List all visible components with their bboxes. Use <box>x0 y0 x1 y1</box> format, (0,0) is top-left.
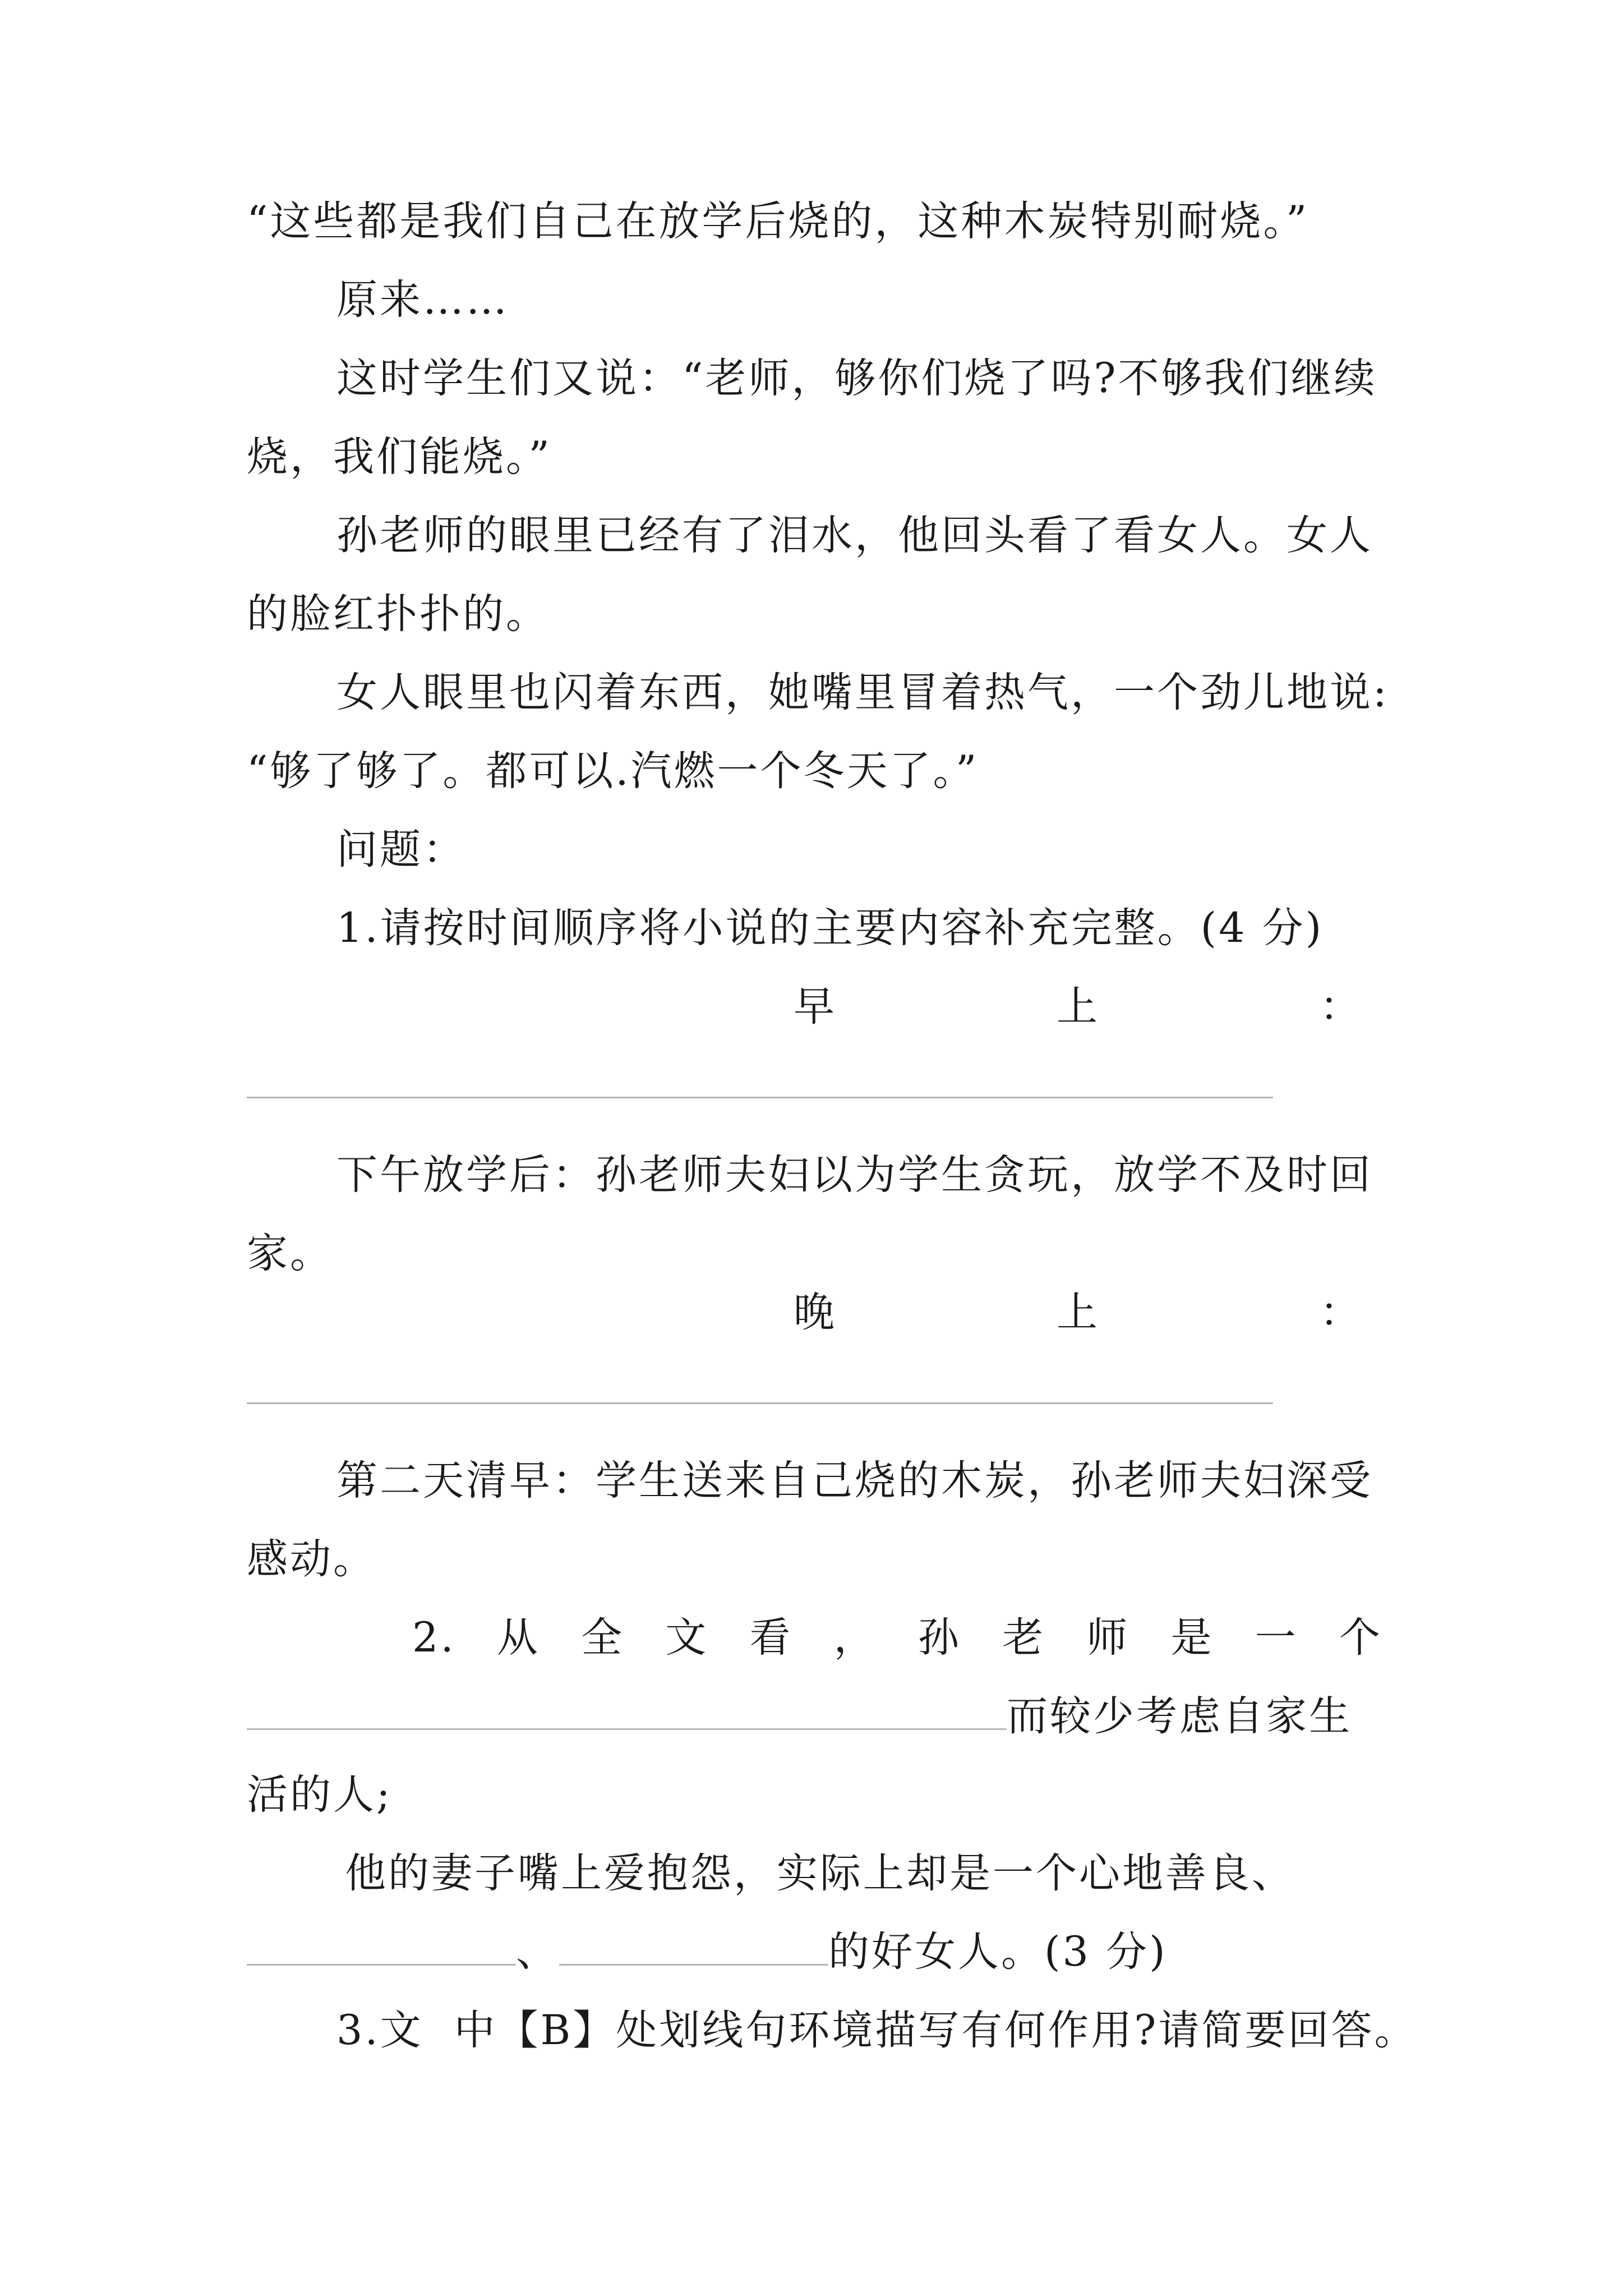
question-2-line2 <box>247 1688 1385 1745</box>
q2-tail: 而较少考虑自家生 <box>1007 1692 1352 1740</box>
text-line: 这时学生们又说：“老师，够你们烧了吗?不够我们继续 <box>336 355 1377 402</box>
text-line: 的脸红扑扑的。 <box>247 590 549 638</box>
evening-char: 晚 <box>794 1289 837 1336</box>
answer-blank-q2b[interactable] <box>247 1925 516 1966</box>
evening-char: ： <box>1320 1289 1363 1336</box>
question-2-line5 <box>247 1924 1385 1980</box>
question-2-line1 <box>412 1610 1382 1666</box>
text-line: 问题： <box>336 826 466 873</box>
q2-sep: 、 <box>516 1928 559 1976</box>
text-line: 家。 <box>247 1230 333 1277</box>
q2-word: 个 <box>1339 1614 1382 1662</box>
morning-char: ： <box>1320 983 1363 1030</box>
text-line: 第二天清早：学生送来自己烧的木炭，孙老师夫妇深受 <box>336 1457 1373 1504</box>
q2-word: 老 <box>1002 1614 1046 1662</box>
text-line: 女人眼里也闪着东西，她嘴里冒着热气，一个劲儿地说: <box>336 669 1389 716</box>
text-line: 活的人; <box>247 1771 393 1819</box>
morning-label-row <box>794 979 1363 1035</box>
q2-word: 全 <box>581 1614 625 1662</box>
text-line: “这些都是我们自己在放学后烧的，这种木炭特别耐烧。” <box>247 197 1310 245</box>
evening-char: 上 <box>1057 1289 1100 1336</box>
q2-word: 看 <box>749 1614 793 1662</box>
q2-tail: 的好女人。(3 分) <box>828 1928 1168 1976</box>
q2-word: 2. <box>412 1614 456 1662</box>
q2-word: 一 <box>1255 1614 1298 1662</box>
text-line: 孙老师的眼里已经有了泪水，他回头看了看女人。女人 <box>336 512 1373 559</box>
evening-label-row <box>794 1285 1363 1341</box>
text-line: “够了够了。都可以.汽燃一个冬天了。” <box>247 747 979 795</box>
text-line: 烧，我们能烧。” <box>247 433 552 481</box>
q2-word: 文 <box>665 1614 709 1662</box>
question-3 <box>336 2003 1418 2059</box>
morning-char: 上 <box>1057 983 1100 1030</box>
answer-blank-morning[interactable] <box>247 1097 1273 1098</box>
q2-word: ， <box>833 1614 877 1662</box>
q3-text: 中【B】处划线句环境描写有何作用?请简要回答。 <box>454 2007 1418 2054</box>
q2-word: 孙 <box>917 1614 961 1662</box>
text-line: 下午放学后：孙老师夫妇以为学生贪玩，放学不及时回 <box>336 1151 1373 1199</box>
q2-word: 是 <box>1170 1614 1214 1662</box>
question-1: 1.请按时间顺序将小说的主要内容补充完整。(4 分) <box>336 904 1324 952</box>
answer-blank-q2a[interactable] <box>247 1689 1007 1730</box>
answer-blank-q2c[interactable] <box>559 1925 828 1966</box>
q3-label: 3.文 <box>336 2007 423 2054</box>
text-line: 他的妻子嘴上爱抱怨，实际上却是一个心地善良、 <box>345 1849 1295 1897</box>
morning-char: 早 <box>794 983 837 1030</box>
answer-blank-evening[interactable] <box>247 1402 1273 1404</box>
text-line: 原来…… <box>336 276 509 324</box>
q2-word: 从 <box>496 1614 540 1662</box>
q2-word: 师 <box>1086 1614 1130 1662</box>
text-line: 感动。 <box>247 1535 376 1583</box>
